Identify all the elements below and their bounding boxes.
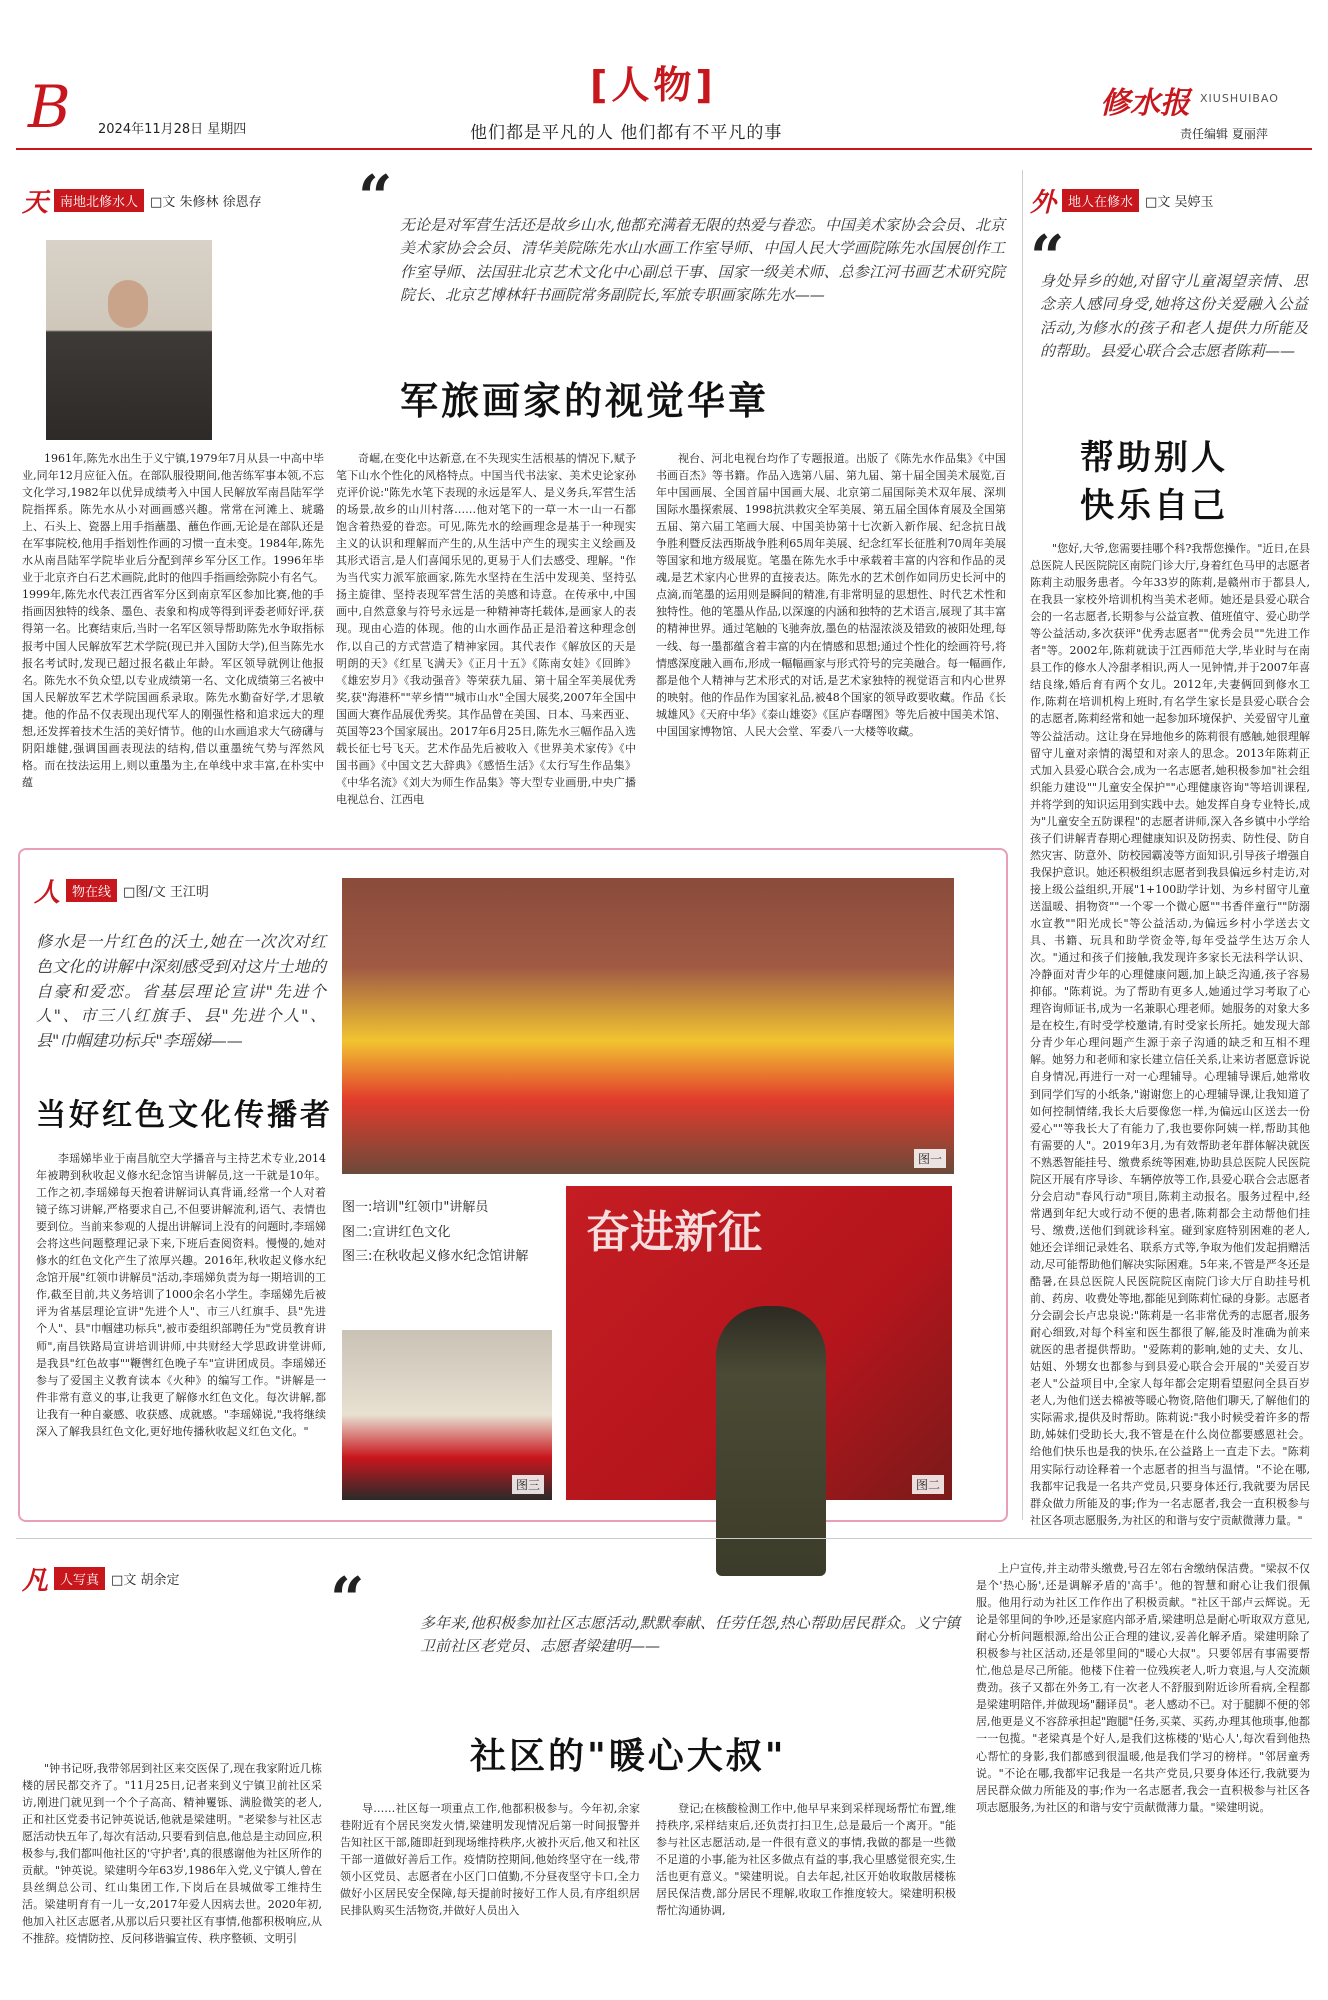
article4-column-initial: 凡	[22, 1566, 49, 1596]
article2-column-tag: 地人在修水	[1062, 189, 1139, 212]
section-title: [人物]	[590, 63, 717, 107]
article1-lead: 无论是对军营生活还是故乡山水,他都充满着无限的热爱与眷恋。中国美术家协会会员、北京美术家协会会员、清华美院陈先水山水画工作室导师、中国人民大学画院陈先水国展创作工作室导师、法国驻北京艺术文化中心副总干事、国家一级美术师、总参江河书画艺术研究院院长、北京艺博林轩书画院常务副院长,军旅专职画家陈先水——	[400, 216, 1005, 304]
article2-quote-mark: “	[1030, 223, 1065, 293]
caption-3: 图三:在秋收起义修水纪念馆讲解	[342, 1249, 529, 1265]
article3-captions	[342, 1196, 562, 1270]
article1-body-col2: 奇崛,在变化中达新意,在不失现实生活根基的情况下,赋予笔下山水个性化的风格特点。中国当代书法家、美术史论家孙克评价说:"陈先水笔下表现的永远是军人、是义务兵,军营生活的场景,故乡的山川村落……他对笔下的一草一木一山一石都饱含着热爱的眷恋。可见,陈先水的绘画理念是基于一种现实主义的认识和理解而产生的,从生活中产生的现实主义绘画及其形式语言,是人们喜闻乐见的,更易于人们去感受、理解。"作为当代实力派军旅画家,陈先水坚持在生活中发现美、坚持弘扬主旋律、坚持表现军营生活的美感和诗意。在传承中,中国画中,自然意象与符号永远是一种精神寄托载体,是画家人的表现。现由心造的体现。他的山水画作品正是沿着这种理念创作,以自己的方式营造了精神家园。其代表作《解放区的天是明朗的天》《红星飞满天》《正月十五》《陈南女娃》《回眸》《雄宏岁月》《我动强音》等荣获九届、第十届全军美展优秀奖,获"海港杯""苹乡情""城市山水"全国大展奖,2007年全国中国画大赛作品展优秀奖。其作品曾在美国、日本、马来西亚、英国等23个国家展出。2017年6月25日,陈先水三幅作品入选载长征七号飞天。艺术作品先后被收入《世界美术家传》《中国书画》《中国文艺大辞典》《感悟生活》《太行写生作品集》《中华名流》《刘大为师生作品集》等大型专业画册,中央广播电视总台、江西电	[336, 452, 636, 806]
paper-logo: 修水报	[1100, 86, 1190, 121]
photo-speaker-lecture	[566, 1186, 952, 1500]
article1-column-label	[22, 182, 262, 219]
article3-body: 李瑶娣毕业于南昌航空大学播音与主持艺术专业,2014年被聘到秋收起义修水纪念馆当讲解员,这一干就是10年。工作之初,李瑶娣每天抱着讲解词认真背诵,经常一个人对着镜子练习讲解,严格要求自己,不但要讲解流利,语气、表情也要到位。当前来参观的人提出讲解词上没有的问题时,李瑶娣会将这些问题整理记录下来,下班后查阅资料。慢慢的,她对修水的红色文化产生了浓厚兴趣。2016年,秋收起义修水纪念馆开展"红领巾讲解员"活动,李瑶娣负责为每一期培训的工作,截至目前,共义务培训了1000余名小学生。李瑶娣先后被评为省基层理论宣讲"先进个人"、市三八红旗手、县"先进个人"、县"巾帼建功标兵",被市委组织部聘任为"党员教育讲师",南昌铁路局宣讲培训讲师,中共财经大学思政讲堂讲师,是我县"红色故事""鞭辔红色晚子车"宣讲团成员。李瑶娣还参与了爱国主义教育读本《火种》的编写工作。"讲解是一件非常有意义的事,让我更了解修水红色文化。每次讲解,都让我有一种自豪感、收获感、成就感。"李瑶娣说,"我将继续深入了解我县红色文化,更好地传播秋收起义红色文化。"	[36, 1152, 326, 1438]
article2-body: "您好,大爷,您需要挂哪个科?我帮您操作。"近日,在县总医院人民医院院区南院门诊大厅,身着红色马甲的志愿者陈莉主动服务患者。今年33岁的陈莉,是赣州市于都县人,在我县一家校外培训机构当美术老师。她还是县爱心联合会的一名志愿者,长期参与公益宣教、值班值守、爱心助学等公益活动,多次获评"优秀志愿者""优秀会员""先进工作者"等。2002年,陈莉就读于江西师范大学,毕业时与在南县工作的修水人冷甜孝相识,两人一见钟情,并于2007年喜结良缘,婚后育有两个女儿。2012年,夫妻俩回到修水工作,陈莉在培训机构上班时,有名学生家长是县爱心联合会的志愿者,陈莉经常和她一起参加环境保护、关爱留守儿童等公益活动。这让身在异地他乡的陈莉很有感触,她很理解留守儿童对亲情的渴望和对亲人的思念。2013年陈莉正式加入县爱心联合会,成为一名志愿者,她积极参加"社会组织能力建设""儿童安全保护""心理健康咨询"等培训课程,并将学到的知识运用到实践中去。她发挥自身专业特长,成为"儿童安全五防课程"的志愿者讲师,深入各乡镇中小学给孩子们讲解青春期心理健康知识及防拐卖、防性侵、防自然灾害、防意外、防校园霸凌等方面知识,引导孩子增强自我保护意识。她还积极组织志愿者到我县偏远乡村走访,对接上级公益组织,开展"1+100助学计划、为乡村留守儿童送温暖、捐物资""一个零一个微心愿""书香伴童行""防溺水宣教""阳光成长"等公益活动,为偏远乡村小学送去文具、书籍、玩具和助学资金等,每年受益学生达万余人次。"通过和孩子们接触,我发现许多家长无法科学认识、冷静面对青少年的心理健康问题,加上缺乏沟通,孩子容易抑郁。"陈莉说。为了帮助有更多人,她通过学习考取了心理咨询师证书,成为一名兼职心理老师。她服务的对象大多是在校生,有时受学校邀请,有时受家长所托。她发现大部分青少年心理问题产生源于亲子沟通的缺乏和互相不理解。她努力和老师和家长建立信任关系,让来访者愿意诉说自身情况,再进行一对一心理辅导。心理辅导课后,她常收到同学们写的小纸条,"谢谢您上的心理辅导课,让我知道了如何控制情绪,我长大后要像您一样,为偏远山区送去一份爱心""等我长大了有能力了,我也要你阿姨一样,帮助其他有需要的人"。2019年3月,为有效帮助老年群体解决就医不熟悉智能挂号、缴费系统等困难,协助县总医院人民医院院区开展有序导诊、车辆停放等工作,县爱心联合会志愿者分会启动"春风行动"项目,陈莉主动报名。服务过程中,经常遇到年纪大或行动不便的患者,陈莉都会主动帮他们挂号、缴费,送他们到就诊科室。碰到家庭特别困难的老人,她还会详细记录姓名、联系方式等,争取为他们发起捐赠活动,尽可能帮助他们解决实际困难。5年来,不管是严冬还是酷暑,在县总医院人民医院院区南院门诊大厅自助挂号机前、药房、收费处等地,都能见到陈莉忙碌的身影。志愿者分会副会长卢忠泉说:"陈莉是一名非常优秀的志愿者,服务耐心细致,对每个科室和医生都很了解,能及时准确为前来就医的患者提供帮助。"爱陈莉的影响,她的丈夫、女儿、姑姐、外甥女也都参与到县爱心联合会开展的"关爱百岁老人"公益项目中,全家人每年都会定期看望慰问全县百岁老人,为他们送去棉被等暖心物资,陪他们聊天,了解他们的实际需求,提供及时帮助。陈莉说:"我小时候受着许多的帮助,姊妹们受助长大,我不管是在什么岗位都要感恩社会。给他们快乐也是我的快乐,在公益路上一直走下去。"陈莉用实际行动诠释着一个志愿者的担当与温情。"不论在哪,我都牢记我是一名共产党员,只要身体还行,我就要为居民群众做力所能及的事;作为一名志愿者,我会一直积极参与社区各项志愿服务,为社区的和谐与安宁贡献微薄力量。"	[1030, 542, 1310, 1527]
paper-logo-en: XIUSHUIBAO	[1200, 92, 1279, 105]
article3-headline: 当好红色文化传播者	[36, 1098, 333, 1133]
article1-body-col1: 1961年,陈先水出生于义宁镇,1979年7月从县一中高中毕业,同年12月应征入伍。在部队服役期间,他苦练军事本领,不忘文化学习,1982年以优异成绩考入中国人民解放军南昌陆军学院指挥系。陈先水从小对画画感兴趣。常常在河滩上、琥璐上、石头上、瓷器上用手指蘸墨、蘸色作画,无论是在部队还是在军事院校,他用手指划性作画的习惯一直未变。1984年,陈先水从南昌陆军学院毕业后分配到萍乡军分区工作。1996年毕业于北京齐白石艺术画院,此时的他四手指画绘弥院小有名气。1999年,陈先水代表江西省军分区到南京军区参加比赛,他的手指画因独特的线条、墨色、表象和构成等得到评委老师好评,获得第一名。比赛结束后,当时一名军区领导帮助陈先水争取指标报考中国人民解放军艺术学院(现已并入国防大学),但当陈先水报名考试时,发现已超过报名截止年龄。军区领导就例让他报名。陈先水不负众望,以专业成绩第一名、文化成绩第三名被中国人民解放军艺术学院国画系录取。陈先水勤奋好学,才思敏捷。他的作品不仅表现出现代军人的刚强性格和追求远大的理想,还发挥着技术生活的美好情节。他的山水画追求大气磅礴与阴阳雄健,强调国画表现法的结构,借以重墨统气势与浑然风格。而在技法运用上,则以重墨为主,在单线中求丰富,在朴实中蕴	[22, 452, 324, 789]
article2-headline-line1: 帮助别人	[1080, 438, 1228, 478]
caption-2: 图二:宣讲红色文化	[342, 1224, 451, 1240]
stage-banner: 奋进新征	[586, 1207, 762, 1258]
article4-byline: □文 胡余定	[111, 1573, 180, 1588]
article4-body-col1: "钟书记呀,我带邻居到社区来交医保了,现在我家附近几栋楼的居民都交齐了。"11月25日,记者来到义宁镇卫前社区采访,刚进门就见到一个个子高高、精神矍铄、满脸微笑的老人,正和社区党委书记钟英说话,他就是梁建明。"老梁参与社区志愿活动快五年了,每次有活动,只要看到信息,他总是主动回应,积极参与,我们都叫他社区的'守护者',真的很感谢他为社区所作的贡献。"钟英说。梁建明今年63岁,1986年入党,义宁镇人,曾在县丝绸总公司、红山集团工作,下岗后在县城做零工维持生活。梁建明育有一儿一女,2017年爱人因病去世。2020年初,他加入社区志愿者,从那以后只要社区有事情,他都积极响应,从不推辞。疫情防控、反问移谐骗宣传、秩序整顿、文明引	[22, 1762, 322, 1946]
painter-portrait-photo	[46, 240, 212, 440]
responsible-editor: 责任编辑 夏丽萍	[1180, 127, 1268, 141]
article4-body-col2: 导……社区每一项重点工作,他都积极参与。今年初,余家巷附近有个居民突发火情,梁建明发现情况后第一时间报警并告知社区干部,随即赶到现场维持秩序,火被扑灭后,他又和社区干部一道做好善后工作。疫情防控期间,他始终坚守在一线,带领小区党员、志愿者在小区门口值勤,不分昼夜坚守卡口,全力做好小区居民安全保障,每天提前时接好工作人员,有序组织居民排队购买生活物资,并做好人员出入	[340, 1802, 640, 1918]
article3-byline: □图/文 王江明	[123, 885, 209, 900]
article4-body-col4: 上户宣传,并主动带头缴费,号召左邻右舍缴纳保洁费。"梁叔不仅是个'热心肠',还是调解矛盾的'高手'。他的智慧和耐心让我们很佩服。他用行动为社区工作作出了积极贡献。"社区干部卢云辉说。无论是邻里间的争吵,还是家庭内部矛盾,梁建明总是耐心听取双方意见,耐心分析问题根源,给出公正合理的建议,妥善化解矛盾。梁建明除了积极参与社区活动,还是邻里间的"暖心大叔"。只要邻居有事需要帮忙,他总是尽己所能。他楼下住着一位残疾老人,听力衰退,与人交流颇费劲。孩子又都在外务工,有一次老人不舒服到附近诊所看病,全程都是梁建明陪伴,并做现场"翻译员"。老人感动不已。对于腿脚不便的邻居,他更是义不容辞承担起"跑腿"任务,买菜、买药,办理其他琐事,他都一一包揽。"老梁真是个好人,是我们这栋楼的'贴心人',每次看到他热心帮忙的身影,我们都感到很温暖,他是我们学习的榜样。"邻居童秀说。"不论在哪,我都牢记我是一名共产党员,只要身体还行,我就要为居民群众做力所能及的事;作为一名志愿者,我会一直积极参与社区各项志愿服务,为社区的和谐与安宁贡献微薄力量。"梁建明说。	[976, 1562, 1310, 1814]
article4-quote-mark: “	[330, 1565, 365, 1635]
article3-column-tag: 物在线	[66, 879, 117, 902]
article3-column-label	[34, 872, 209, 909]
article1-byline: □文 朱修林 徐恩存	[150, 195, 262, 210]
issue-date: 2024年11月28日 星期四	[98, 122, 247, 137]
article4-column-label	[22, 1560, 179, 1597]
photo2-label: 图二	[912, 1475, 944, 1494]
article2-lead: 身处异乡的她,对留守儿童渴望亲情、思念亲人感同身受,她将这份关爱融入公益活动,为修水的孩子和老人提供力所能及的帮助。县爱心联合会志愿者陈莉——	[1040, 272, 1308, 360]
photo3-label: 图三	[512, 1475, 544, 1494]
right-column-divider	[1022, 170, 1023, 1520]
speaker-figure	[716, 1306, 826, 1576]
article3-column-initial: 人	[34, 878, 61, 908]
article2-column-label	[1030, 182, 1213, 219]
photo1-label: 图一	[914, 1149, 946, 1168]
article1-headline: 军旅画家的视觉华章	[400, 379, 770, 423]
caption-1: 图一:培训"红领巾"讲解员	[342, 1200, 489, 1215]
article2-headline-line2: 快乐自己	[1080, 486, 1228, 526]
article4-column-tag: 人写真	[54, 1567, 105, 1590]
masthead-rule	[16, 148, 1312, 150]
photo-red-scarf-training	[342, 878, 954, 1174]
section-letter: B	[28, 73, 71, 141]
article3-lead: 修水是一片红色的沃土,她在一次次对红色文化的讲解中深刻感受到对这片土地的自豪和爱恋。省基层理论宣讲"先进个人"、市三八红旗手、县"先进个人"、县"巾帼建功标兵"李瑶娣——	[36, 932, 326, 1051]
article2-column-initial: 外	[1030, 188, 1057, 218]
article4-rule	[16, 1538, 1312, 1539]
article1-column-tag: 南地北修水人	[54, 189, 144, 212]
article1-body-col3: 视台、河北电视台均作了专题报道。出版了《陈先水作品集》《中国书画百杰》等书籍。作品入选第八届、第九届、第十届全国美术展览,百年中国画展、全国首届中国画大展、北京第二届国际美术双年展、深圳国际水墨探索展、1998抗洪救灾全军美展、第五届全国体育展及全国第五届、第六届工笔画大展、中国美协第十七次新入新作展、纪念抗日战争胜利暨反法西斯战争胜利65周年美展、纪念红军长征胜利70周年美展等国家和地方级展览。笔墨在陈先水手中承载着丰富的内容和作品的灵魂,是艺术家内心世界的直接表达。陈先水的艺术创作如同历史长河中的点滴,而笔墨的运用则是瞬间的精准,有非常明显的思想性、时代艺术性和独特性。他的笔墨从作品,以深邃的内涵和独特的艺术语言,展现了其丰富的精神世界。通过笔触的飞驰奔放,墨色的枯湿浓淡及错致的被阳处理,每一线、每一墨都蕴含着丰富的内在情感和思想;通过个性化的绘画符号,将情感深度融入画布,形成一幅幅画家与形式符号的完美融合。每一幅画作,都是他个人精神与艺术形式的对话,是艺术家独特的视觉语言和内心世界的映射。他的作品作为国家礼品,被48个国家的领导政要收藏。作品《长城雄风》《天府中华》《泰山雄姿》《匡庐春曙图》等先后被中国美术馆、中国国家博物馆、人民大会堂、军委八一大楼等收藏。	[656, 452, 1006, 738]
photo-memorial-hall	[342, 1330, 552, 1500]
article4-body-col3: 登记;在核酸检测工作中,他早早来到采样现场帮忙布置,维持秩序,采样结束后,还负责打扫卫生,总是最后一个离开。"能参与社区志愿活动,是一件很有意义的事情,我做的都是一些微不足道的小事,能为社区多做点有益的事,我心里感觉很充实,生活也更有意义。"梁建明说。自去年起,社区开始收取散居楼栋居民保洁费,部分居民不理解,收取工作推度较大。梁建明积极帮忙沟通协调,	[656, 1802, 956, 1918]
section-slogan: 他们都是平凡的人 他们都有不平凡的事	[470, 123, 783, 143]
article2-byline: □文 吴婷玉	[1145, 195, 1214, 210]
article1-column-initial: 天	[22, 188, 49, 218]
article4-headline: 社区的"暖心大叔"	[470, 1736, 787, 1777]
article1-quote-mark: “	[358, 163, 393, 233]
article4-lead: 多年来,他积极参加社区志愿活动,默默奉献、任劳任怨,热心帮助居民群众。义宁镇卫前社区老党员、志愿者梁建明——	[420, 1614, 960, 1656]
